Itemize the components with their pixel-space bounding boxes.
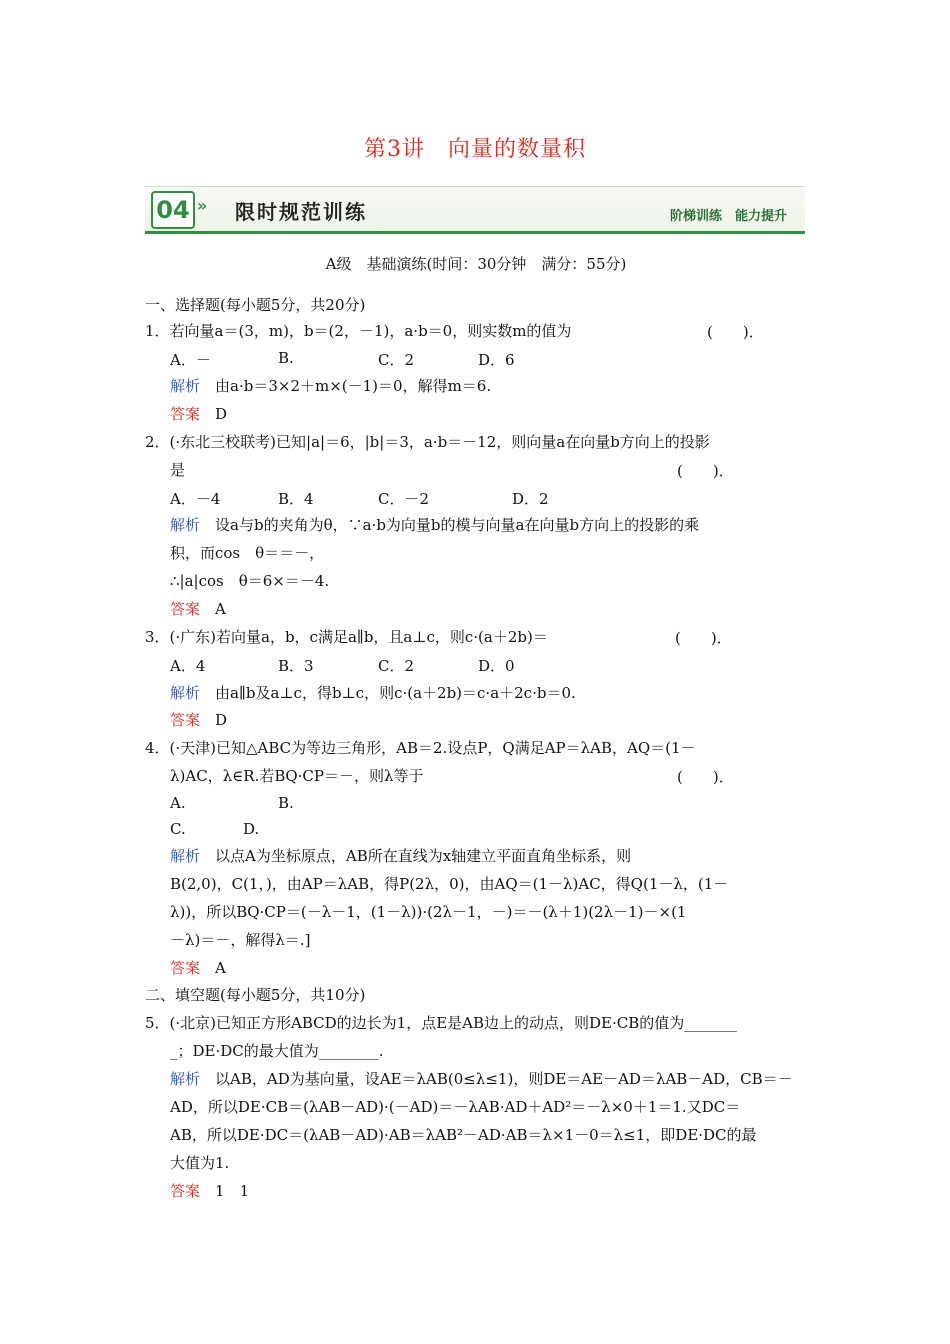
question-3-option-d: D．0 bbox=[478, 657, 515, 675]
question-3-option-c: C．2 bbox=[378, 657, 415, 675]
banner-number: 04 bbox=[151, 191, 195, 229]
question-4-analysis-3: λ))，所以BQ·CP＝(－λ－1，(1－λ))·(2λ－1，－)＝－(λ＋1)(2λ－1)－×(1 bbox=[170, 903, 687, 921]
question-5-analysis-3: AB，所以DE·DC＝(λAB－AD)·AB＝λAB²－AD·AB＝λ×1－0＝λ≤1，即DE·DC的最 bbox=[170, 1126, 757, 1144]
question-3-stem: 3．(·广东)若向量a，b，c满足a∥b，且a⊥c，则c·(a＋2b)＝ bbox=[145, 628, 548, 646]
analysis-label: 解析 bbox=[170, 377, 201, 395]
question-4-stem-cont: λ)AC，λ∈R.若BQ·CP＝－，则λ等于 bbox=[170, 767, 424, 785]
level-line: A级 基础演练(时间：30分钟 满分：55分) bbox=[325, 255, 627, 273]
question-1-option-c: C．2 bbox=[378, 351, 415, 369]
question-1-analysis bbox=[170, 376, 491, 396]
question-4-answer bbox=[170, 958, 226, 978]
question-2-analysis bbox=[170, 515, 699, 535]
question-3-paren: ( )． bbox=[675, 629, 732, 647]
analysis-label: 解析 bbox=[170, 516, 201, 534]
question-5-analysis-4: 大值为1. bbox=[170, 1154, 230, 1172]
section-heading: 一、选择题(每小题5分，共20分) bbox=[145, 296, 366, 314]
question-2-analysis-3: ∴|a|cos θ＝6×＝－4. bbox=[170, 572, 330, 590]
question-2-option-a: A．－4 bbox=[170, 490, 221, 508]
analysis-text: 以点A为坐标原点，AB所在直线为x轴建立平面直角坐标系，则 bbox=[215, 847, 632, 865]
question-4-stem: 4．(·天津)已知△ABC为等边三角形，AB＝2.设点P，Q满足AP＝λAB，AQ＝(1－ bbox=[145, 739, 696, 757]
answer-label: 答案 bbox=[170, 1182, 201, 1200]
question-2-answer bbox=[170, 599, 226, 619]
analysis-text: 由a·b＝3×2＋m×(－1)＝0，解得m＝6. bbox=[215, 377, 492, 395]
analysis-label: 解析 bbox=[170, 684, 201, 702]
question-2-option-d: D．2 bbox=[512, 490, 549, 508]
question-4-option-a: A. bbox=[170, 794, 186, 812]
answer-text: D bbox=[215, 405, 228, 423]
question-2-analysis-2: 积，而cos θ＝＝－， bbox=[170, 544, 325, 562]
answer-text: D bbox=[215, 711, 228, 729]
question-4-option-c: C. bbox=[170, 820, 186, 838]
question-2-option-b: B．4 bbox=[278, 490, 314, 508]
question-5-stem: 5．(·北京)已知正方形ABCD的边长为1，点E是AB边上的动点，则DE·CB的值为_______ bbox=[145, 1014, 737, 1032]
question-1-answer bbox=[170, 404, 227, 424]
question-3-option-a: A．4 bbox=[170, 657, 206, 675]
page-title: 第3讲 向量的数量积 bbox=[364, 137, 586, 162]
question-4-option-d: D. bbox=[243, 820, 260, 838]
answer-label: 答案 bbox=[170, 405, 201, 423]
analysis-text: 设a与b的夹角为θ，∵a·b为向量b的模与向量a在向量b方向上的投影的乘 bbox=[215, 516, 700, 534]
question-3-option-b: B．3 bbox=[278, 657, 314, 675]
question-3-analysis bbox=[170, 683, 576, 703]
question-1-stem: 1．若向量a＝(3，m)，b＝(2，－1)，a·b＝0，则实数m的值为 bbox=[145, 322, 572, 340]
question-1-option-b: B. bbox=[278, 349, 294, 367]
answer-label: 答案 bbox=[170, 959, 201, 977]
answer-label: 答案 bbox=[170, 600, 201, 618]
question-5-stem-cont: _；DE·DC的最大值为________. bbox=[170, 1042, 384, 1060]
question-2-stem: 2．(·东北三校联考)已知|a|＝6，|b|＝3，a·b＝－12，则向量a在向量b方向上的投影 bbox=[145, 433, 710, 451]
answer-text: A bbox=[215, 600, 226, 618]
question-4-analysis-4: －λ)＝－，解得λ＝.] bbox=[170, 931, 311, 949]
question-4-option-b: B. bbox=[278, 794, 294, 812]
question-1-option-d: D．6 bbox=[478, 351, 515, 369]
answer-text: A bbox=[215, 959, 226, 977]
question-2-paren: ( )． bbox=[677, 462, 734, 480]
analysis-label: 解析 bbox=[170, 1070, 201, 1088]
answer-label: 答案 bbox=[170, 711, 201, 729]
analysis-text: 以AB，AD为基向量，设AE＝λAB(0≤λ≤1)，则DE＝AE－AD＝λAB－AD，CB＝－ bbox=[215, 1070, 793, 1088]
answer-text: 1 1 bbox=[215, 1182, 250, 1200]
section-banner bbox=[145, 186, 805, 234]
question-5-answer bbox=[170, 1181, 249, 1201]
question-1-paren: ( )． bbox=[707, 323, 764, 341]
banner-title: 限时规范训练 bbox=[235, 200, 367, 224]
double-chevron-icon: » bbox=[197, 196, 208, 215]
analysis-text: 由a∥b及a⊥c，得b⊥c，则c·(a＋2b)＝c·a＋2c·b＝0. bbox=[215, 684, 576, 702]
analysis-label: 解析 bbox=[170, 847, 201, 865]
question-4-analysis bbox=[170, 846, 631, 866]
question-2-stem-cont: 是 bbox=[170, 461, 186, 479]
question-4-analysis-2: B(2,0)，C(1，)，由AP＝λAB，得P(2λ，0)，由AQ＝(1－λ)AC，得Q(1－λ，(1－ bbox=[170, 875, 729, 893]
question-5-analysis bbox=[170, 1069, 793, 1089]
question-5-analysis-2: AD，所以DE·CB＝(λAB－AD)·(－AD)＝－λAB·AD＋AD²＝－λ×0＋1＝1.又DC＝ bbox=[170, 1098, 741, 1116]
banner-subtitle: 阶梯训练 能力提升 bbox=[669, 209, 787, 224]
question-4-paren: ( )． bbox=[677, 768, 734, 786]
section-heading: 二、填空题(每小题5分，共10分) bbox=[145, 986, 366, 1004]
question-1-option-a: A．－ bbox=[170, 351, 211, 369]
question-3-answer bbox=[170, 710, 227, 730]
question-2-option-c: C．－2 bbox=[378, 490, 430, 508]
